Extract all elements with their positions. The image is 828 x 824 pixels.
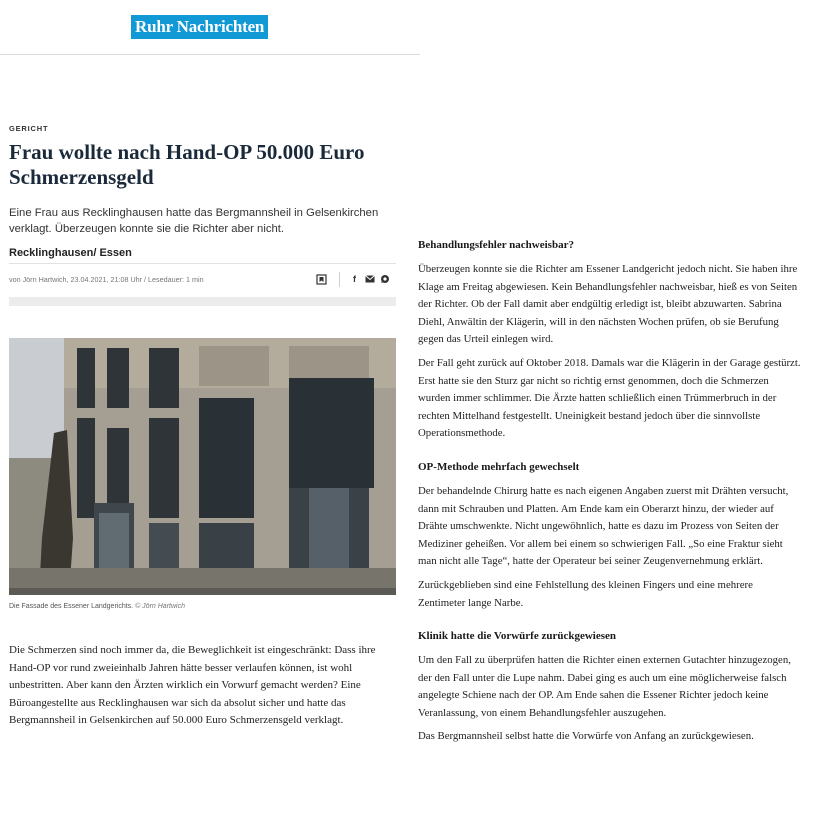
article-image[interactable] (9, 338, 396, 595)
meta-divider (9, 263, 396, 264)
site-logo[interactable]: Ruhr Nachrichten (131, 15, 268, 39)
section-heading: OP-Methode mehrfach gewechselt (418, 460, 580, 473)
body-paragraph: Überzeugen konnte sie die Richter am Essener Landgericht jedoch nicht. Sie haben ihre Klage am Freitag abgewiesen. Kein Behandlungsfehler nachweisbar, hieß es von Seiten der Richter. Ob der Fall damit aber endgültig erledigt ist, bleibt abzuwarten. Sabrina Diehl, Anwältin der Klägerin, will in den nächsten Wochen prüfen, ob sie Berufung gegen das Urteil einlegen wird. (418, 263, 798, 346)
body-paragraph: Zurückgeblieben sind eine Fehlstellung des kleinen Fingers und eine mehrere Zentimeter lange Narbe. (418, 578, 753, 609)
intro-paragraph: Die Schmerzen sind noch immer da, die Beweglichkeit ist eingeschränkt: Dass ihre Hand-OP vor rund zweieinhalb Jahren hätte besser verlaufen können, ist wohl unbestritten. Aber kann den Ärzten wirklich ein Vorwurf gemacht werden? Eine Büroangestellte aus Recklinghausen war sich da absolut sicher und hatte das Bergmannsheil in Gelsenkirchen auf 50.000 Euro Schmerzensgeld verklagt. (9, 644, 376, 727)
share-toolbar (314, 270, 392, 288)
section-heading: Klinik hatte die Vorwürfe zurückgewiesen (418, 630, 616, 643)
article-location: Recklinghausen/ Essen (9, 247, 132, 259)
facebook-icon[interactable]: f (353, 274, 356, 284)
mail-icon[interactable] (362, 272, 377, 287)
body-paragraph: Der Fall geht zurück auf Oktober 2018. Damals war die Klägerin in der Garage gestürzt. Erst hatte sie den Sturz gar nicht so richtig ernst genommen, doch die Schmerzen wurden immer schlimmer. Die Ärzte hatten schließlich einen Trümmerbruch in der rechten Mittelhand festgestellt. Uneinigkeit bestand jedoch über die sinnvollste Operationsmethode. (418, 356, 801, 440)
body-paragraph: Das Bergmannsheil selbst hatte die Vorwürfe von Anfang an zurückgewiesen. (418, 730, 754, 743)
bookmark-icon[interactable] (314, 272, 329, 287)
article-byline: von Jörn Hartwich, 23.04.2021, 21:08 Uhr / Lesedauer: 1 min (9, 275, 204, 284)
whatsapp-icon[interactable] (377, 272, 392, 287)
section-heading: Behandlungsfehler nachweisbar? (418, 239, 574, 251)
article-body-right (418, 237, 802, 752)
caption-credit: © Jörn Hartwich (135, 603, 185, 610)
caption-text: Die Fassade des Essener Landgerichts. (9, 603, 134, 610)
toolbar-separator (339, 272, 340, 287)
article-teaser: Eine Frau aus Recklinghausen hatte das Bergmannsheil in Gelsenkirchen verklagt. Überzeugen konnte sie die Richter aber nicht. (9, 207, 379, 235)
site-header (0, 0, 420, 55)
court-building-photo (9, 338, 396, 595)
ad-placeholder-bar (9, 297, 396, 306)
article-headline: Frau wollte nach Hand-OP 50.000 Euro Schmerzensgeld (9, 140, 365, 189)
body-paragraph: Um den Fall zu überprüfen hatten die Richter einen externen Gutachter hinzugezogen, der den Fall unter die Lupe nahm. Dabei ging es auch um eine möglicherweise falsch angelegte Schiene nach der OP. Am Ende sahen die Essener Richter jedoch keine Veranlassung, von einem Behandlungsfehler auszugehen. (418, 654, 791, 719)
article-kicker[interactable]: GERICHT (9, 124, 49, 133)
image-caption (9, 603, 185, 610)
body-paragraph: Der behandelnde Chirurg hatte es nach eigenen Angaben zuerst mit Drähten versucht, dann mit Schrauben und Platten. Am Ende kam ein Oberarzt hinzu, der wieder auf Drähte umschwenkte. Nicht ungewöhnlich, hatte es dazu im Prozess von Seiten der Mediziner geheißen. Vor allem bei einem so schwierigen Fall. „So eine Fraktur sieht man nicht alle Tage“, hatte der Operateur bei seiner Zeugenvernehmung erklärt. (418, 484, 789, 568)
